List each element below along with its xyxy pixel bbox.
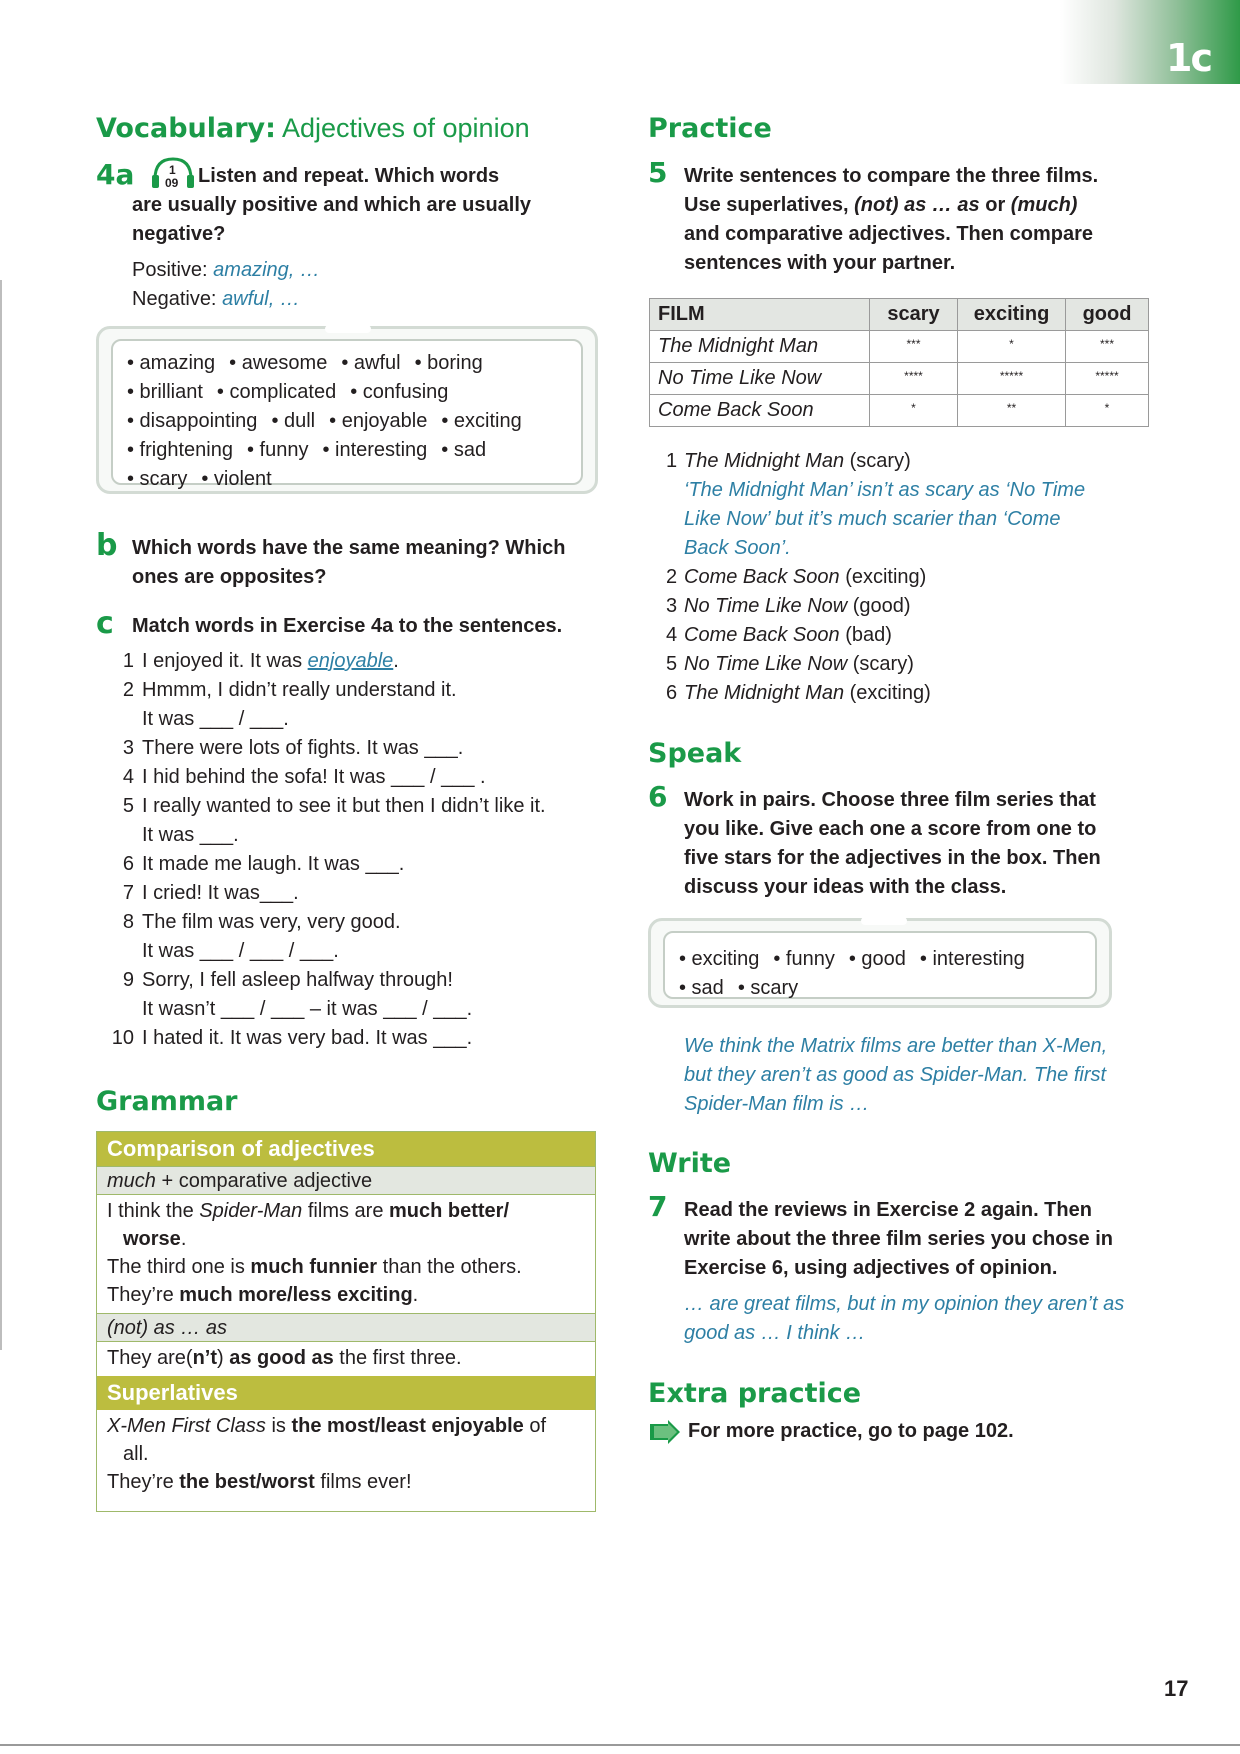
item-number: 6 bbox=[666, 682, 678, 704]
item-text: It wasn’t ___ / ___ – it was ___ / ___. bbox=[142, 998, 473, 1020]
list-item bbox=[110, 734, 610, 763]
g-bold: much better/ bbox=[389, 1200, 510, 1222]
grammar-superlative-examples bbox=[97, 1410, 595, 1500]
item-adjective: (good) bbox=[847, 595, 911, 617]
positive-answer: amazing, … bbox=[213, 259, 320, 281]
word-box-item: • brilliant bbox=[127, 381, 203, 403]
negative-answer: awful, … bbox=[222, 288, 300, 310]
exercise-5-instruction bbox=[684, 162, 1098, 278]
item-number: 3 bbox=[122, 737, 134, 759]
item-number: 9 bbox=[122, 969, 134, 991]
item-text: I hated it. It was very bad. It was ___. bbox=[142, 1027, 473, 1049]
practice-heading: Practice bbox=[648, 113, 772, 144]
ex7-line: Read the reviews in Exercise 2 again. Then bbox=[684, 1199, 1092, 1221]
ex4b-line: ones are opposites? bbox=[132, 566, 327, 588]
word-box-row bbox=[127, 349, 536, 378]
word-box-row bbox=[127, 465, 536, 494]
exercise-6-number: 6 bbox=[648, 780, 668, 813]
vocabulary-heading-bold: Vocabulary: bbox=[96, 113, 276, 144]
table-header: exciting bbox=[958, 299, 1066, 331]
list-item-cont bbox=[110, 995, 610, 1024]
item-text: There were lots of fights. It was ___. bbox=[142, 737, 464, 759]
item-film: No Time Like Now bbox=[684, 653, 848, 675]
ex6-line: you like. Give each one a score from one to bbox=[684, 818, 1097, 840]
write-example bbox=[684, 1290, 1124, 1348]
list-item bbox=[110, 1024, 610, 1053]
film-title-cell: No Time Like Now bbox=[650, 363, 870, 395]
sub-much: much bbox=[107, 1170, 156, 1192]
left-margin-rule bbox=[0, 280, 2, 1350]
exercise-4a-instruction bbox=[198, 162, 499, 191]
item-text: . bbox=[393, 650, 399, 672]
word-box-item: • enjoyable bbox=[329, 410, 428, 432]
word-box-words bbox=[679, 945, 1039, 1003]
g-text: all. bbox=[123, 1443, 149, 1465]
g-bold: much funnier bbox=[250, 1256, 378, 1278]
item-text: It was ___. bbox=[142, 824, 239, 846]
speak-example-line: but they aren’t as good as Spider-Man. The first bbox=[684, 1064, 1107, 1086]
g-bold: much more/less exciting bbox=[179, 1284, 413, 1306]
word-box-item: • exciting bbox=[679, 948, 760, 970]
film-title-cell: The Midnight Man bbox=[650, 331, 870, 363]
write-heading: Write bbox=[648, 1148, 732, 1179]
word-box-row bbox=[679, 945, 1039, 974]
g-text: They’re bbox=[107, 1471, 180, 1493]
list-item bbox=[666, 563, 1166, 592]
grammar-example bbox=[107, 1468, 585, 1496]
g-text: the first three. bbox=[333, 1347, 462, 1369]
ex4a-instr-line: are usually positive and which are usually bbox=[132, 194, 532, 216]
sub-much-rest: + comparative adjective bbox=[155, 1170, 373, 1192]
word-box-row bbox=[127, 407, 536, 436]
item-text: It made me laugh. It was ___. bbox=[142, 853, 405, 875]
ex4a-instr-line: negative? bbox=[132, 223, 226, 245]
word-box-tab bbox=[861, 917, 907, 925]
speak-heading: Speak bbox=[648, 738, 742, 769]
superlatives-title: Superlatives bbox=[97, 1376, 595, 1410]
item-film: Come Back Soon bbox=[684, 624, 840, 646]
list-item bbox=[110, 966, 610, 995]
exercise-4c-letter: c bbox=[96, 606, 114, 641]
ex5-line: and comparative adjectives. Then compare bbox=[684, 223, 1094, 245]
positive-example bbox=[132, 256, 320, 285]
word-box-row bbox=[127, 378, 536, 407]
item-number: 6 bbox=[122, 853, 134, 875]
g-italic: Spider-Man bbox=[199, 1200, 303, 1222]
item-film: Come Back Soon bbox=[684, 566, 840, 588]
item-number: 7 bbox=[122, 882, 134, 904]
g-bold: n’t bbox=[192, 1347, 218, 1369]
g-text: ) bbox=[217, 1347, 230, 1369]
item-text: I hid behind the sofa! It was ___ / ___ . bbox=[142, 766, 486, 788]
g-text: The third one is bbox=[107, 1256, 251, 1278]
item-adjective: (bad) bbox=[839, 624, 892, 646]
exercise-4b-instruction bbox=[132, 534, 565, 592]
film-title-cell: Come Back Soon bbox=[650, 395, 870, 427]
list-item bbox=[666, 679, 1166, 708]
list-item bbox=[110, 908, 610, 937]
word-box-tab bbox=[325, 325, 371, 333]
exercise-4b-letter: b bbox=[96, 528, 118, 563]
rating-cell: * bbox=[1066, 395, 1149, 427]
list-item-cont bbox=[110, 705, 610, 734]
item-number: 5 bbox=[122, 795, 134, 817]
speak-word-box bbox=[648, 918, 1112, 1008]
exercise-5-list bbox=[666, 447, 1166, 708]
ex5-text: or bbox=[979, 194, 1011, 216]
word-box-item: • sad bbox=[441, 439, 487, 461]
table-row bbox=[650, 331, 1149, 363]
grammar-example bbox=[107, 1412, 585, 1440]
word-box-item: • awful bbox=[341, 352, 401, 374]
grammar-heading: Grammar bbox=[96, 1086, 238, 1117]
item-number: 3 bbox=[666, 595, 678, 617]
rating-cell: * bbox=[958, 331, 1066, 363]
rating-cell: **** bbox=[870, 363, 958, 395]
list-item bbox=[666, 650, 1166, 679]
grammar-example bbox=[107, 1197, 585, 1225]
ex4b-line: Which words have the same meaning? Which bbox=[132, 537, 566, 559]
ex5-italic: (much) bbox=[1010, 194, 1078, 216]
table-header: FILM bbox=[650, 299, 870, 331]
exercise-4c-instruction: Match words in Exercise 4a to the sentences. bbox=[132, 615, 563, 637]
exercise-4a-instruction-cont bbox=[132, 191, 531, 249]
item-film: No Time Like Now bbox=[684, 595, 848, 617]
g-text: They’re bbox=[107, 1284, 180, 1306]
ex5-text: Use superlatives, bbox=[684, 194, 855, 216]
ex7-line: Exercise 6, using adjectives of opinion. bbox=[684, 1257, 1058, 1279]
positive-label: Positive: bbox=[132, 259, 214, 281]
word-box-item: • funny bbox=[773, 948, 835, 970]
ex6-line: five stars for the adjectives in the box. Then bbox=[684, 847, 1101, 869]
rating-cell: ***** bbox=[958, 363, 1066, 395]
item-adjective: (exciting) bbox=[839, 566, 927, 588]
word-box-item: • complicated bbox=[216, 381, 337, 403]
list-item bbox=[666, 621, 1166, 650]
item-film: The Midnight Man bbox=[684, 682, 845, 704]
audio-track-number: 09 bbox=[165, 176, 179, 190]
item-adjective: (scary) bbox=[847, 653, 914, 675]
item-text: It was ___ / ___ / ___. bbox=[142, 940, 339, 962]
rating-cell: ** bbox=[958, 395, 1066, 427]
film-ratings-table bbox=[649, 298, 1149, 427]
g-italic: X-Men First Class bbox=[107, 1415, 266, 1437]
page-number: 17 bbox=[1164, 1676, 1189, 1701]
word-box-row bbox=[679, 974, 1039, 1003]
word-box-item: • confusing bbox=[350, 381, 449, 403]
word-box-item: • frightening bbox=[127, 439, 233, 461]
speak-example-line: Spider-Man film is … bbox=[684, 1093, 870, 1115]
table-header-row bbox=[650, 299, 1149, 331]
write-example-line: … are great films, but in my opinion they aren’t as bbox=[684, 1293, 1125, 1315]
exercise-7-number: 7 bbox=[648, 1190, 668, 1223]
list-item-cont bbox=[110, 937, 610, 966]
g-text: films are bbox=[302, 1200, 389, 1222]
item-answer: enjoyable bbox=[307, 650, 394, 672]
word-box-item: • awesome bbox=[229, 352, 328, 374]
table-header: scary bbox=[870, 299, 958, 331]
rating-cell: *** bbox=[1066, 331, 1149, 363]
g-bold: as good as bbox=[229, 1347, 334, 1369]
word-box-item: • good bbox=[848, 948, 906, 970]
g-text: . bbox=[180, 1228, 187, 1250]
extra-practice-link[interactable]: For more practice, go to page 102. bbox=[688, 1420, 1014, 1442]
table-row bbox=[650, 363, 1149, 395]
audio-track-icon[interactable] bbox=[150, 155, 196, 193]
g-text: than the others. bbox=[377, 1256, 522, 1278]
item-adjective: (exciting) bbox=[844, 682, 931, 704]
item-text: The film was very, very good. bbox=[142, 911, 401, 933]
arrow-icon bbox=[650, 1420, 682, 1444]
item-number: 8 bbox=[122, 911, 134, 933]
item-text: Hmmm, I didn’t really understand it. bbox=[142, 679, 457, 701]
list-item bbox=[110, 792, 610, 821]
write-example-line: good as … I think … bbox=[684, 1322, 866, 1344]
word-box-words bbox=[127, 349, 536, 494]
word-box-item: • sad bbox=[679, 977, 724, 999]
vocabulary-heading bbox=[96, 113, 530, 144]
g-text: is bbox=[265, 1415, 292, 1437]
item-number: 1 bbox=[122, 650, 134, 672]
rating-cell: *** bbox=[870, 331, 958, 363]
item-number: 2 bbox=[122, 679, 134, 701]
grammar-example bbox=[107, 1281, 585, 1309]
grammar-example-cont bbox=[107, 1225, 585, 1253]
g-bold: the most/least enjoyable bbox=[291, 1415, 524, 1437]
adjectives-word-box bbox=[96, 326, 598, 494]
ex5-italic: (not) as … as bbox=[854, 194, 980, 216]
grammar-example bbox=[107, 1253, 585, 1281]
list-item bbox=[666, 592, 1166, 621]
exercise-7-instruction bbox=[684, 1196, 1113, 1283]
word-box-item: • dull bbox=[271, 410, 316, 432]
model-answer-line: Like Now’ but it’s much scarier than ‘Come bbox=[684, 508, 1061, 530]
grammar-example-cont bbox=[107, 1440, 585, 1468]
g-text: of bbox=[523, 1415, 547, 1437]
ex6-line: discuss your ideas with the class. bbox=[684, 876, 1007, 898]
word-box-item: • exciting bbox=[441, 410, 522, 432]
item-text: Sorry, I fell asleep halfway through! bbox=[142, 969, 453, 991]
item-text: I enjoyed it. It was bbox=[142, 650, 308, 672]
ex5-line: sentences with your partner. bbox=[684, 252, 956, 274]
item-text: I cried! It was___. bbox=[142, 882, 299, 904]
word-box-item: • amazing bbox=[127, 352, 216, 374]
list-item bbox=[110, 850, 610, 879]
grammar-example bbox=[107, 1344, 585, 1372]
grammar-much-examples bbox=[97, 1195, 595, 1313]
grammar-subheading-much bbox=[97, 1166, 595, 1195]
g-text: . bbox=[412, 1284, 419, 1306]
list-item bbox=[110, 676, 610, 705]
word-box-item: • interesting bbox=[919, 948, 1025, 970]
word-box-item: • scary bbox=[737, 977, 799, 999]
item-text: It was ___ / ___. bbox=[142, 708, 289, 730]
item-number: 5 bbox=[666, 653, 678, 675]
item-number: 2 bbox=[666, 566, 678, 588]
item-adjective: (scary) bbox=[844, 450, 911, 472]
rating-cell: * bbox=[870, 395, 958, 427]
grammar-not-as-examples bbox=[97, 1342, 595, 1376]
exercise-5-number: 5 bbox=[648, 156, 668, 189]
item-text: I really wanted to see it but then I didn’t like it. bbox=[142, 795, 546, 817]
grammar-subheading-not-as: (not) as … as bbox=[97, 1313, 595, 1342]
model-answer-line: Back Soon’. bbox=[684, 537, 791, 559]
item-film: The Midnight Man bbox=[684, 450, 845, 472]
negative-label: Negative: bbox=[132, 288, 223, 310]
ex5-line bbox=[684, 191, 1098, 220]
speak-example bbox=[684, 1032, 1107, 1119]
ex5-line: Write sentences to compare the three films. bbox=[684, 165, 1099, 187]
item-number: 4 bbox=[122, 766, 134, 788]
word-box-item: • disappointing bbox=[127, 410, 258, 432]
extra-practice-heading: Extra practice bbox=[648, 1378, 862, 1409]
word-box-item: • boring bbox=[414, 352, 483, 374]
list-item bbox=[110, 763, 610, 792]
rating-cell: ***** bbox=[1066, 363, 1149, 395]
word-box-item: • scary bbox=[127, 468, 188, 490]
arrow-right-icon bbox=[650, 1420, 682, 1444]
audio-cd-number: 1 bbox=[169, 163, 176, 177]
exercise-4a-number: 4a bbox=[96, 158, 135, 191]
g-bold: the best/worst bbox=[179, 1471, 315, 1493]
word-box-row bbox=[127, 436, 536, 465]
item-number: 1 bbox=[666, 450, 678, 472]
table-row bbox=[650, 395, 1149, 427]
g-text: films ever! bbox=[314, 1471, 412, 1493]
ex4a-instr-line: Listen and repeat. Which words bbox=[198, 165, 500, 187]
word-box-item: • violent bbox=[201, 468, 272, 490]
list-item bbox=[110, 879, 610, 908]
grammar-box bbox=[96, 1131, 596, 1512]
list-item bbox=[666, 447, 1166, 476]
g-text: I think the bbox=[107, 1200, 200, 1222]
g-text: They are( bbox=[107, 1347, 193, 1369]
speak-example-line: We think the Matrix films are better than X-Men, bbox=[684, 1035, 1108, 1057]
exercise-4c-list bbox=[110, 647, 610, 1053]
word-box-item: • interesting bbox=[322, 439, 428, 461]
table-header: good bbox=[1066, 299, 1149, 331]
g-bold: worse bbox=[123, 1228, 181, 1250]
model-answer-line: ‘The Midnight Man’ isn’t as scary as ‘No Time bbox=[684, 479, 1086, 501]
word-box-item: • funny bbox=[246, 439, 309, 461]
ex7-line: write about the three film series you chose in bbox=[684, 1228, 1113, 1250]
negative-example bbox=[132, 285, 300, 314]
list-item bbox=[110, 647, 610, 676]
ex6-line: Work in pairs. Choose three film series that bbox=[684, 789, 1096, 811]
bottom-rule bbox=[0, 1744, 1240, 1746]
vocabulary-heading-topic: Adjectives of opinion bbox=[275, 113, 530, 143]
grammar-box-title: Comparison of adjectives bbox=[97, 1132, 595, 1166]
item-number: 4 bbox=[666, 624, 678, 646]
item-number: 10 bbox=[111, 1027, 134, 1049]
list-item-cont bbox=[110, 821, 610, 850]
exercise-6-instruction bbox=[684, 786, 1101, 902]
unit-badge: 1c bbox=[1166, 36, 1211, 80]
